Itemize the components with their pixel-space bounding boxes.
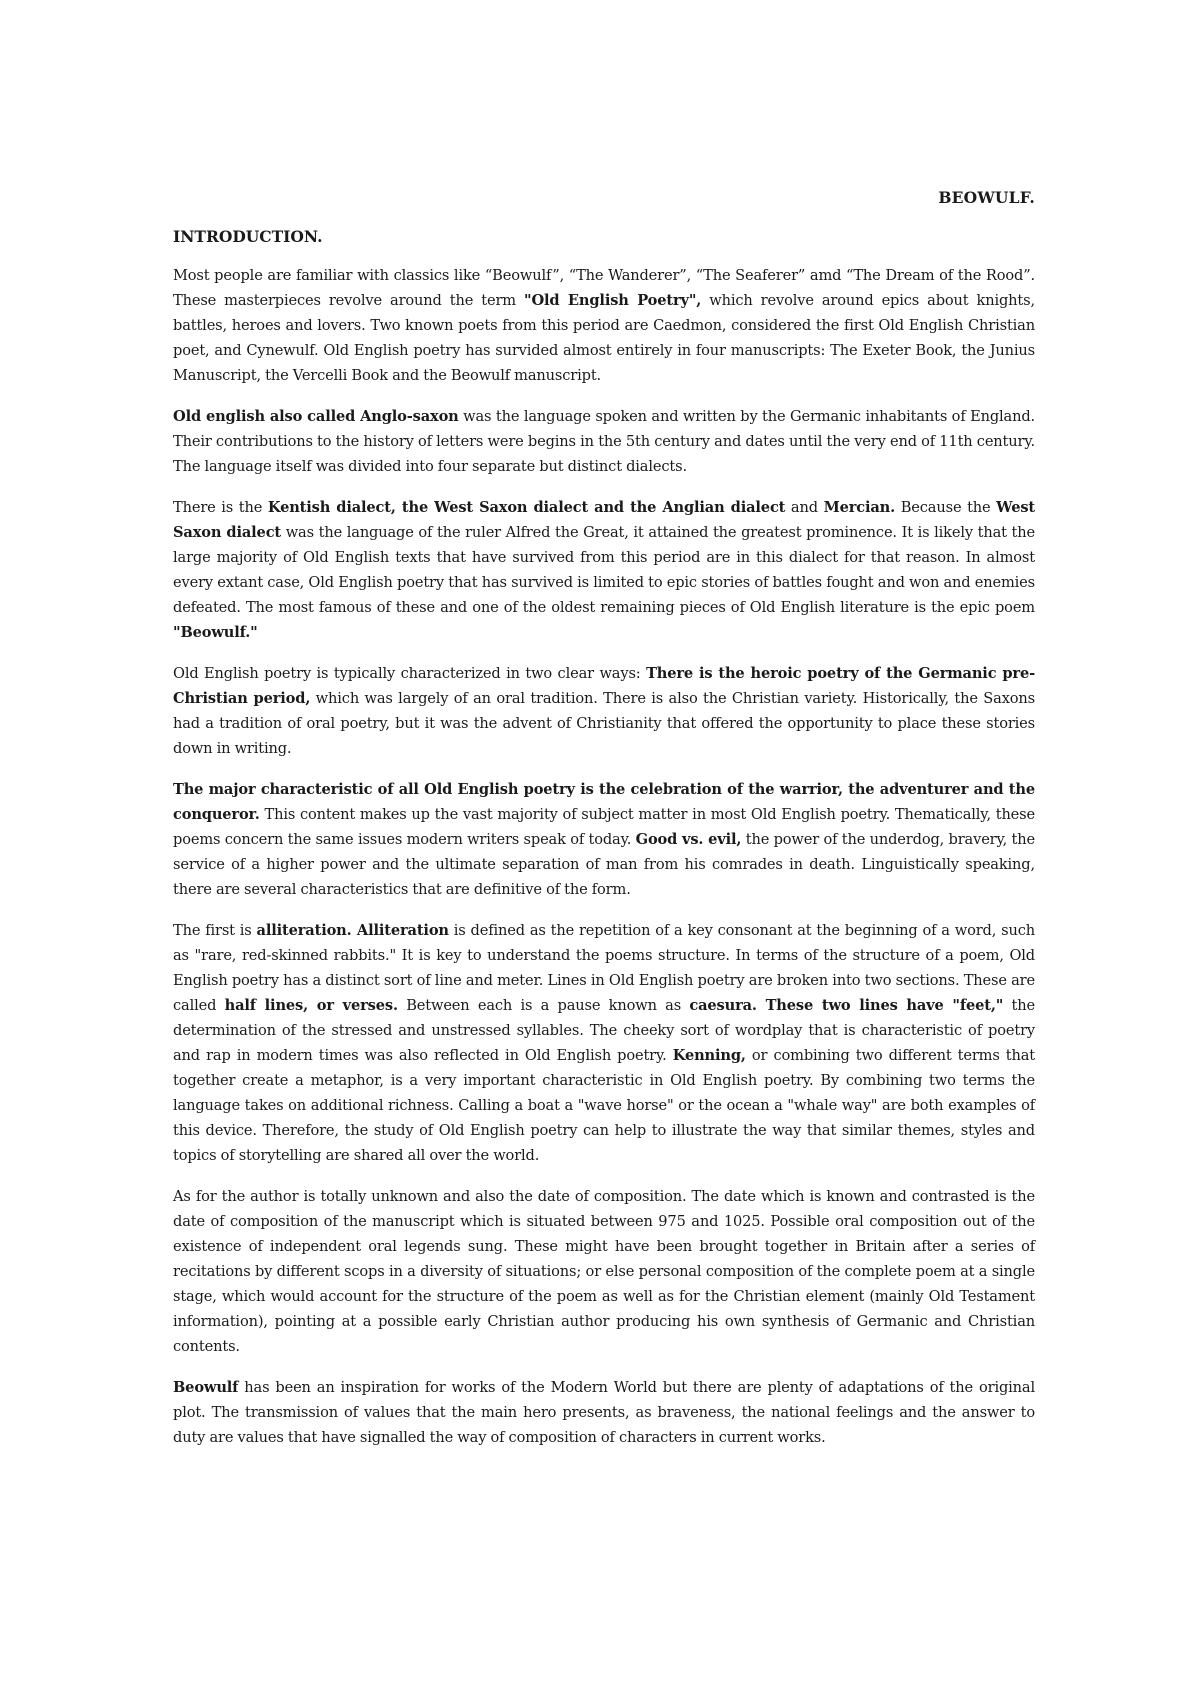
body-text: Most people are familiar with classics like “Beowulf”, “The Wanderer”, “The Seaferer” amd “The Dream of the Rood”. These masterpieces revolve around the term xyxy=(173,267,1035,309)
bold-text: alliteration. Alliteration xyxy=(256,922,449,939)
body-text: the determination of the stressed and unstressed syllables. The cheeky sort of wordplay that is characteristic of poetry and rap in modern times was also reflected in Old English poetry. xyxy=(173,997,1036,1064)
bold-text: Mercian. xyxy=(823,499,896,516)
bold-text: caesura. These two lines have "feet," xyxy=(689,997,1004,1014)
bold-text: half lines, or verses. xyxy=(224,997,398,1014)
body-text: has been an inspiration for works of the Modern World but there are plenty of adaptations of the original plot. The transmission of values that the main hero presents, as braveness, the national feelings and the answer to duty are values that have signalled the way of composition of characters in current works. xyxy=(173,1379,1035,1446)
bold-text: West Saxon dialect xyxy=(173,499,1036,541)
body-text: is defined as the repetition of a key consonant at the beginning of a word, such as "rare, red-skinned rabbits." It is key to understand the poems structure. In terms of the structure of a poem, Old English poetry has a distinct sort of line and meter. Lines in Old English poetry are broken into two sections. These are called xyxy=(173,922,1035,1014)
bold-text: Old english also called Anglo-saxon xyxy=(173,408,459,425)
body-text: was the language of the ruler Alfred the Great, it attained the greatest prominence. It is likely that the large majority of Old English texts that have survived from this period are in this dialect for that reason. In almost every extant case, Old English poetry that has survived is limited to epic stories of battles fought and won and enemies defeated. The most famous of these and one of the oldest remaining pieces of Old English literature is the epic poem xyxy=(173,524,1036,616)
body-text: As for the author is totally unknown and also the date of composition. The date which is known and contrasted is the date of composition of the manuscript which is situated between 975 and 1025. Possible oral composition out of the existence of independent oral legends sung. These might have been brought together in Britain after a series of recitations by different scops in a diversity of situations; or else personal composition of the complete poem at a single stage, which would account for the structure of the poem as well as for the Christian element (mainly Old Testament information), pointing at a possible early Christian author producing his own synthesis of Germanic and Christian contents. xyxy=(173,1188,1035,1355)
body-text: the power of the underdog, bravery, the service of a higher power and the ultimate separation of man from his comrades in death. Linguistically speaking, there are several characteristics that are definitive of the form. xyxy=(173,831,1035,898)
document-title: BEOWULF. xyxy=(938,188,1035,207)
paragraph xyxy=(173,661,1035,761)
body-text: which was largely of an oral tradition. There is also the Christian variety. Historically, the Saxons had a tradition of oral poetry, but it was the advent of Christianity that offered the opportunity to place these stories down in writing. xyxy=(173,690,1035,757)
bold-text: "Old English Poetry", xyxy=(524,292,702,309)
bold-text: "Beowulf." xyxy=(173,624,258,641)
section-heading: INTRODUCTION. xyxy=(173,227,323,246)
body-text: This content makes up the vast majority of subject matter in most Old English poetry. Thematically, these poems concern the same issues modern writers speak of today. xyxy=(173,806,1035,848)
paragraph xyxy=(173,1375,1035,1450)
bold-text: Good vs. evil, xyxy=(635,831,742,848)
paragraph xyxy=(173,263,1035,388)
paragraph xyxy=(173,1184,1035,1359)
bold-text: Beowulf xyxy=(173,1379,239,1396)
body-text: which revolve around epics about knights, battles, heroes and lovers. Two known poets from this period are Caedmon, considered the first Old English Christian poet, and Cynewulf. Old English poetry has survided almost entirely in four manuscripts: The Exeter Book, the Junius Manuscript, the Vercelli Book and the Beowulf manuscript. xyxy=(173,292,1035,384)
bold-text: There is the heroic poetry of the Germanic pre-Christian period, xyxy=(173,665,1036,707)
body-text: Between each is a pause known as xyxy=(397,997,690,1014)
body-text: There is the xyxy=(173,499,268,516)
paragraph xyxy=(173,404,1035,479)
bold-text: Kentish dialect, the West Saxon dialect and the Anglian dialect xyxy=(267,499,786,516)
paragraph xyxy=(173,918,1035,1168)
body-text: Old English poetry is typically characterized in two clear ways: xyxy=(173,665,647,682)
body-text: Because the xyxy=(895,499,997,516)
document-body xyxy=(173,263,1035,1450)
body-text: was the language spoken and written by the Germanic inhabitants of England. Their contributions to the history of letters were begins in the 5th century and dates until the very end of 11th century. The language itself was divided into four separate but distinct dialects. xyxy=(173,408,1036,475)
paragraph xyxy=(173,777,1035,902)
bold-text: Kenning, xyxy=(672,1047,746,1064)
bold-text: The major characteristic of all Old English poetry is the celebration of the warrior, the adventurer and the conqueror. xyxy=(173,781,1035,823)
document-page xyxy=(173,188,1035,1466)
body-text: or combining two different terms that together create a metaphor, is a very important characteristic in Old English poetry. By combining two terms the language takes on additional richness. Calling a boat a "wave horse" or the ocean a "whale way" are both examples of this device. Therefore, the study of Old English poetry can help to illustrate the way that similar themes, styles and topics of storytelling are shared all over the world. xyxy=(173,1047,1035,1164)
paragraph xyxy=(173,495,1035,645)
body-text: The first is xyxy=(173,922,257,939)
body-text: and xyxy=(785,499,824,516)
